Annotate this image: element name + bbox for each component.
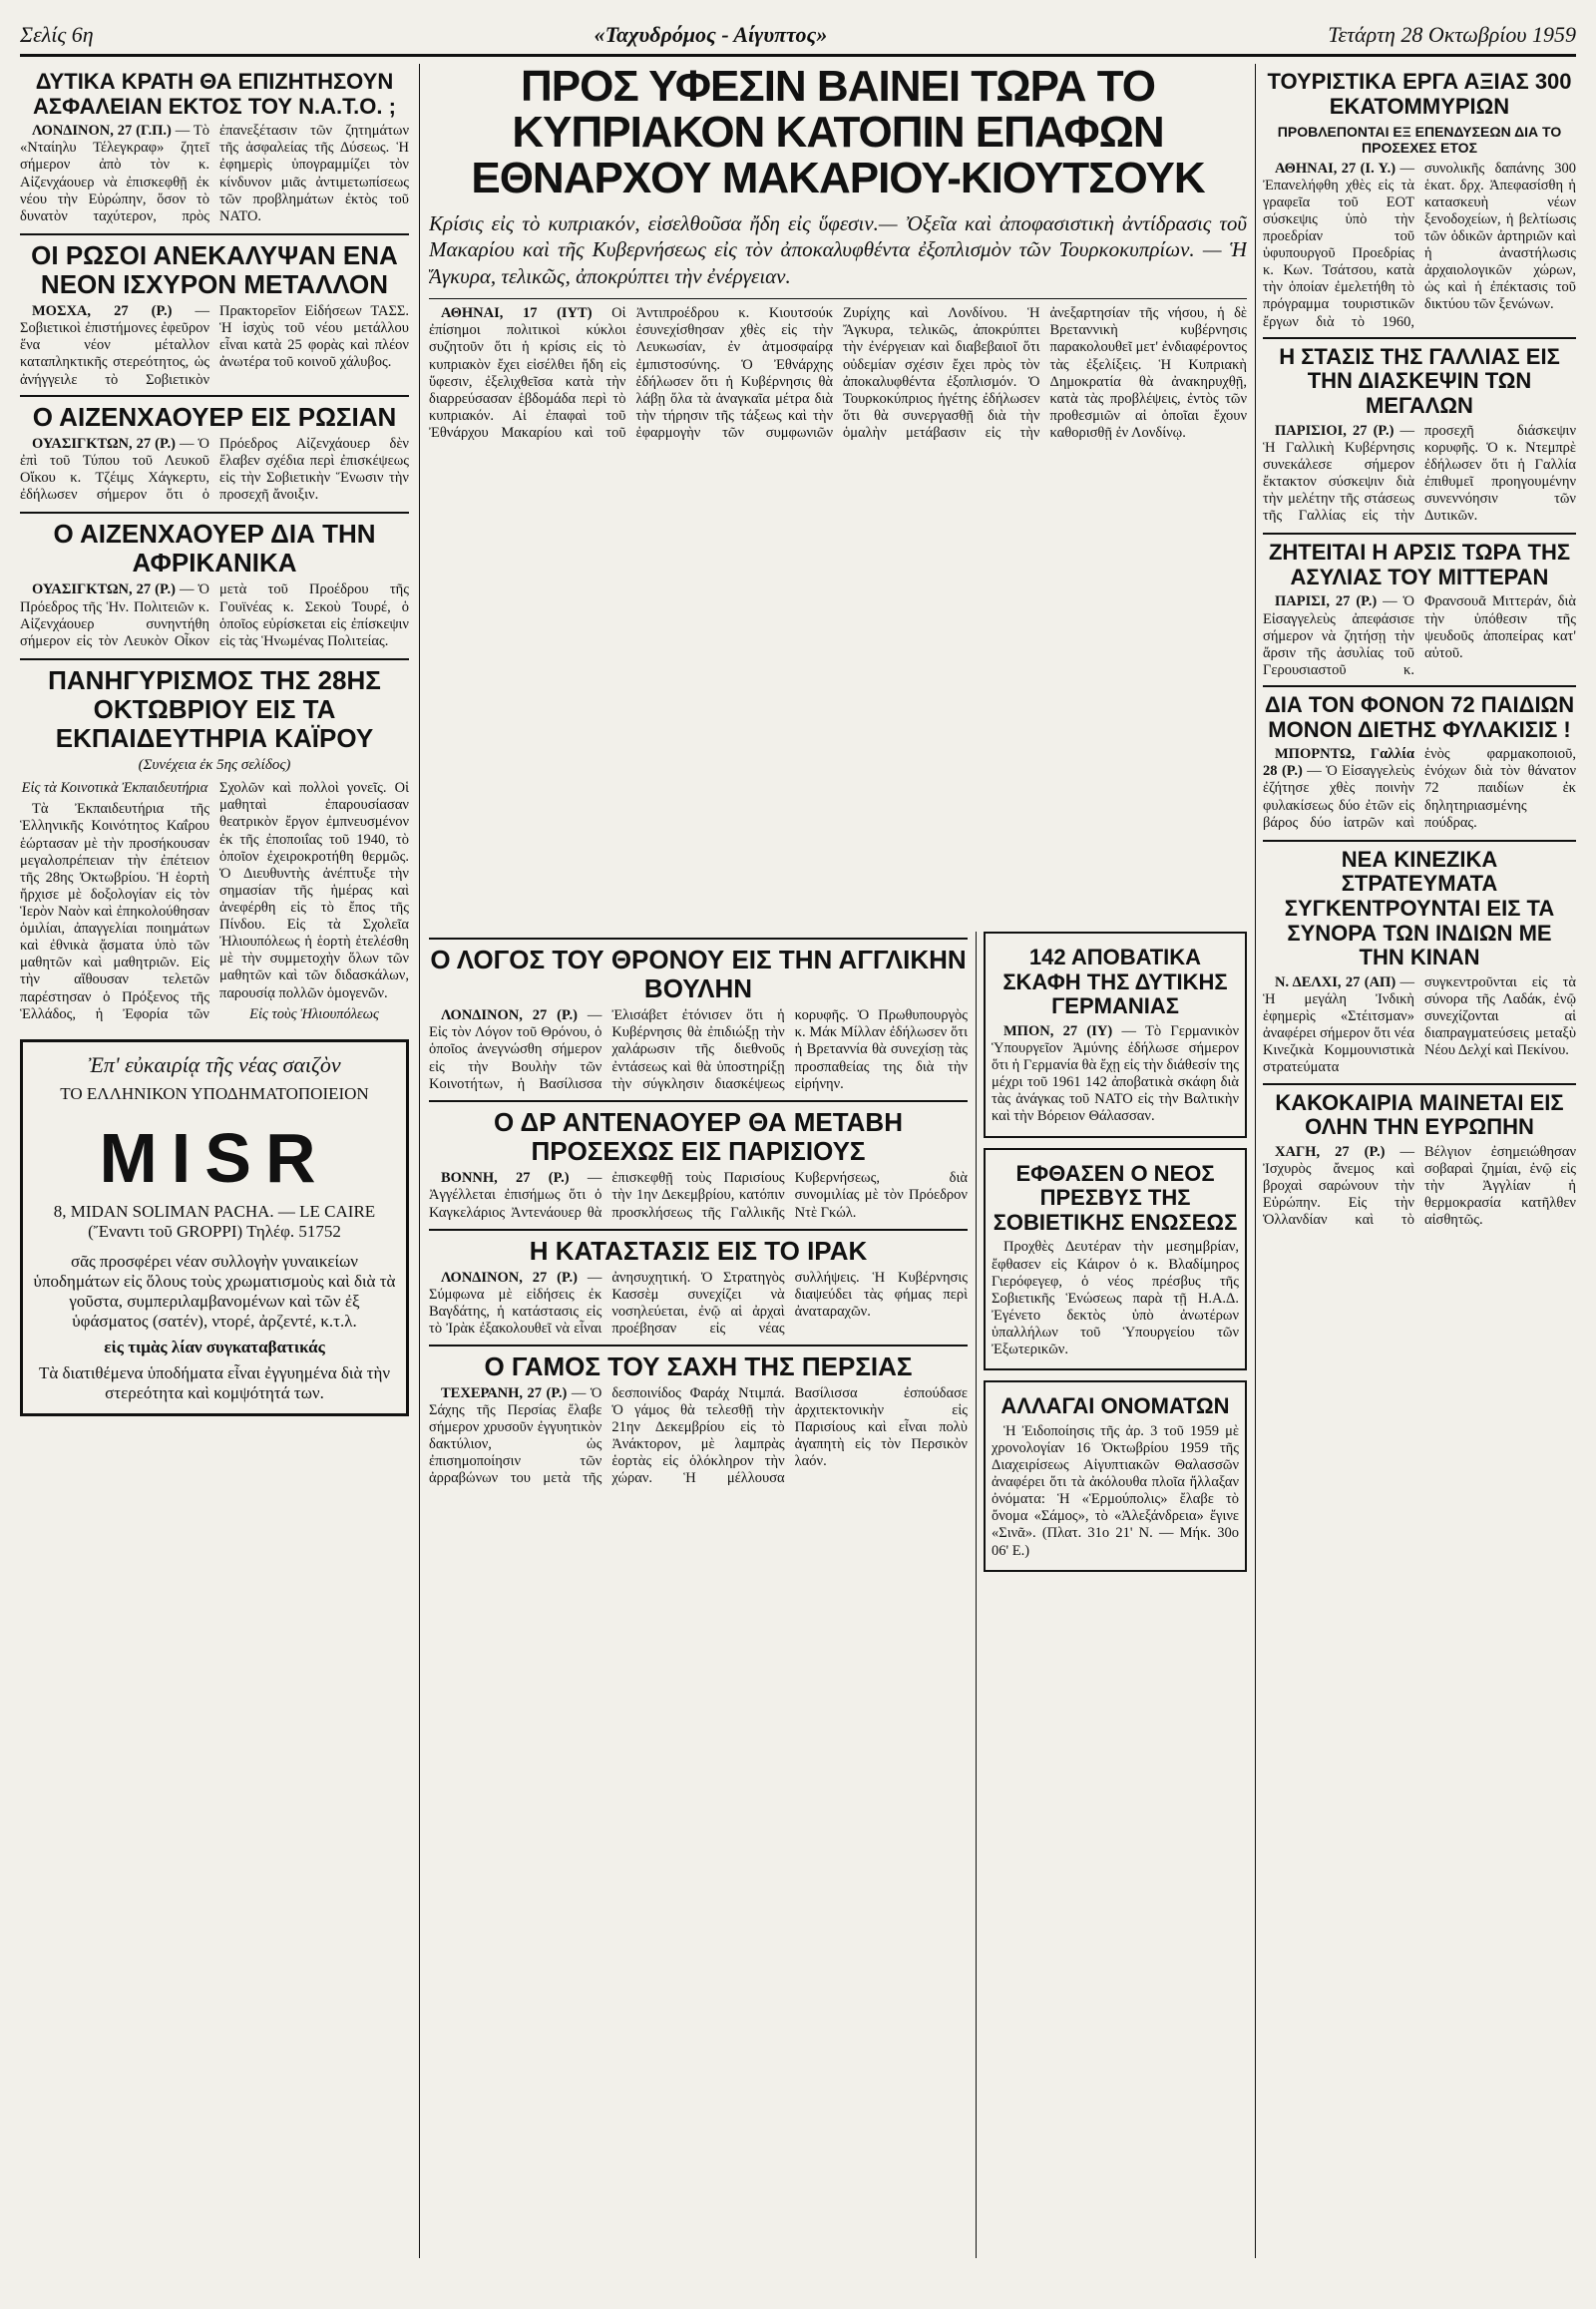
issue-date: Τετάρτη 28 Οκτωβρίου 1959 xyxy=(1328,22,1576,47)
headline: Ο ΑΙΖΕΝΧΑΟΥΕΡ ΕΙΣ ΡΩΣΙΑΝ xyxy=(32,401,397,432)
headline: ΔΙΑ ΤΟΝ ΦΟΝΟΝ 72 ΠΑΙΔΙΩΝ ΜΟΝΟΝ ΔΙΕΤΗΣ ΦΥΛΑΚΙΣΙΣ ! xyxy=(1264,692,1575,742)
divider xyxy=(20,395,409,397)
article-chinese-troops xyxy=(1263,848,1576,1077)
article-text: — Τὸ «Νταίηλυ Τέλεγκραφ» ζητεῖ σήμερον ἀπὸ τὸν κ. Αἰζενχάουερ νὰ ἐπισκεφθῇ ἐκ νέου τὴν Εὐρώπην, ὅσον τὸ δυνατὸν ταχύτερον, πρὸς ἐπανεξέτασιν τῶν ζητημάτων τῆς ἀσφαλείας τῆς Δύσεως. Ἡ ἐφημερὶς ὑπογραμμίζει τὸν κίνδυνον μιᾶς ἀντιμετωπίσεως τῶν προβλημάτων ἐκτὸς τοῦ ΝΑΤΟ. xyxy=(20,123,409,224)
subhead: Εἰς τὰ Κοινοτικὰ Ἐκπαιδευτήρια xyxy=(21,780,208,797)
article-text: — Ἡ μεγάλη Ἰνδικὴ ἐφημερὶς «Στέιτσμαν» ἀναφέρει σήμερον ὅτι νέα Κινεζικὰ Κομμουνιστικὰ στρατεύματα συγκεντροῦνται εἰς τὰ σύνορα τῆς Λαδάκ, ἐνῷ συνεχίζονται αἱ διαπραγματεύσεις μεταξὺ Νέου Δελχί καὶ Πεκίνου. xyxy=(1263,973,1576,1076)
dateline: ΠΑΡΙΣΙΟΙ, 27 (Ρ.) xyxy=(1275,422,1395,439)
dateline: ΛΟΝΔΙΝΟΝ, 27 (Ρ.) xyxy=(441,1270,578,1287)
dateline: ΑΘΗΝΑΙ, 27 (Ι. Υ.) xyxy=(1275,160,1396,177)
headline: Η ΚΑΤΑΣΤΑΣΙΣ ΕΙΣ ΤΟ ΙΡΑΚ xyxy=(529,1236,868,1266)
article-text: — Ἰσχυρὸς ἄνεμος καὶ βροχαὶ σαρώνουν τὴν Εὐρώπην. Εἰς τὴν Ὁλλανδίαν καὶ τὸ Βέλγιον ἐσημειώθησαν σοβαραὶ ζημίαι, ἐνῷ εἰς τὴν Ἀγγλίαν ἡ θερμοκρασία κατῆλθεν αἰσθητῶς. xyxy=(1263,1143,1576,1229)
ad-tagline: Ἐπ' εὐκαιρίᾳ τῆς νέας σαιζὸν xyxy=(88,1051,341,1077)
divider xyxy=(1263,840,1576,842)
headline: ΠΑΝΗΓΥΡΙΣΜΟΣ ΤΗΣ 28ΗΣ ΟΚΤΩΒΡΙΟΥ ΕΙΣ ΤΑ ΕΚΠΑΙΔΕΥΤΗΡΙΑ ΚΑΪΡΟΥ xyxy=(48,664,381,754)
headline: Ο ΓΑΜΟΣ ΤΟΥ ΣΑΧΗ ΤΗΣ ΠΕΡΣΙΑΣ xyxy=(484,1350,913,1381)
article-text: Ἡ Ἐιδοποίησις τῆς ἀρ. 3 τοῦ 1959 μὲ χρονολογίαν 16 Ὀκτωβρίου 1959 τῆς Διαχειρίσεως Αἰγυπτιακῶν Θαλασσῶν ἀναφέρει ὅτι τὰ ἀκόλουθα πλοῖα ἤλλαξαν ὀνόματα: Ἡ «Ἑρμούπολις» ἔλαβε τὸ ὄνομα «Σάμος», τὸ «Ἀλεξάνδρεια» ἔγινε «Σινᾶ». (Πλατ. 31ο 21' Ν. — Μήκ. 30ο 06' Ε.) xyxy=(992,1422,1239,1559)
article-text: — Ὁ Εἰσαγγελεὺς ἐζήτησε χθὲς ποινὴν φυλακίσεως δύο ἐτῶν εἰς βάρος δύο ἰατρῶν καὶ ἑνὸς φαρμακοποιοῦ, ἐνόχων διὰ τὸν θάνατον 72 παιδίων ἐκ δηλητηριασμένης πούδρας. xyxy=(1263,746,1576,831)
headline: ΝΕΑ ΚΙΝΕΖΙΚΑ ΣΤΡΑΤΕΥΜΑΤΑ ΣΥΓΚΕΝΤΡΟΥΝΤΑΙ ΕΙΣ ΤΑ ΣΥΝΟΡΑ ΤΩΝ ΙΝΔΙΩΝ ΜΕ ΤΗΝ ΚΙΝΑΝ xyxy=(1284,846,1555,970)
divider xyxy=(1263,533,1576,535)
column-divider xyxy=(976,932,977,2258)
article-text: — Ὁ Πρόεδρος τῆς Ἡν. Πολιτειῶν κ. Αἰζενχάουερ συνηντήθη σήμερον εἰς τὸν Λευκὸν Οἶκον μετὰ τοῦ Προέδρου τῆς Γουϊνέας κ. Σεκοὺ Τουρέ, ὁ ὁποῖος εὑρίσκεται εἰς ἐπίσκεψιν εἰς τὰς Ἡνωμένας Πολιτείας. xyxy=(20,581,409,649)
dateline: Ν. ΔΕΛΧΙ, 27 (ΑΠ) xyxy=(1275,973,1396,990)
dateline: ΠΑΡΙΣΙ, 27 (Ρ.) xyxy=(1275,593,1378,610)
divider xyxy=(20,512,409,514)
headline: ΤΟΥΡΙΣΤΙΚΑ ΕΡΓΑ ΑΞΙΑΣ 300 ΕΚΑΤΟΜΜΥΡΙΩΝ xyxy=(1267,69,1572,119)
article-text: — Ὁ Εἰσαγγελεὺς ἀπεφάσισε σήμερον νὰ ζητήσῃ τὴν ἄρσιν τῆς ἀσυλίας τοῦ Γερουσιαστοῦ κ. Φρανσουᾶ Μιττεράν, διὰ τὴν ὑπόθεσιν τῆς ψευδοῦς ἀποπείρας κατ' αὐτοῦ. xyxy=(1263,593,1576,678)
article-body xyxy=(20,303,409,389)
article-western-states xyxy=(20,70,409,227)
article-text: — Σύμφωνα μὲ εἰδήσεις ἐκ Βαγδάτης, ἡ κατάστασις εἰς τὸ Ἰρὰκ ἐξακολουθεῖ νὰ εἶναι ἀνησυχητική. Ὁ Στρατηγὸς Κασσὲμ συνεχίζει νὰ νοσηλεύεται, ἐνῷ αἱ ἀρχαὶ προέβησαν εἰς νέας συλλήψεις. Ἡ Κυβέρνησις διαψεύδει τὰς φήμας περὶ ἀναταραχῶν. xyxy=(429,1270,968,1338)
headline: Ο ΛΟΓΟΣ ΤΟΥ ΘΡΟΝΟΥ ΕΙΣ ΤΗΝ ΑΓΓΛΙΚΗΝ ΒΟΥΛΗΝ xyxy=(430,945,967,1004)
article-text: Οἱ ἐπίσημοι πολιτικοὶ κύκλοι συζητοῦν ὅτι ἡ κρίσις εἰς τὸ κυπριακὸν ἔχει εἰσέλθει ἤδη εἰς ὕφεσιν, ἐξελιχθεῖσα κατὰ τὴν διαρρεύσασαν ἑβδομάδα περὶ τὸ κυπριακόν. Αἱ ἐπαφαὶ τοῦ Ἐθνάρχου Μακαρίου καὶ τοῦ Ἀντιπροέδρου κ. Κιουτσούκ ἐσυνεχίσθησαν χθὲς εἰς τὴν Λευκωσίαν, ἐν ἀτμοσφαίρᾳ ἐμπιστοσύνης. Ὁ Ἐθνάρχης ἐδήλωσεν ὅτι ἡ Κυβέρνησις θὰ λάβῃ ὅλα τὰ ἀναγκαῖα μέτρα διὰ τὴν τήρησιν τῆς τάξεως καὶ τὴν ἐφαρμογὴν τῶν συμφωνιῶν Ζυρίχης καὶ Λονδίνου. Ἡ Ἄγκυρα, τελικῶς, ἀποκρύπτει τὴν ἐνέργειαν καὶ διαβεβαιοῖ ὅτι οὐδεμίαν σχέσιν ἔχει πρὸς τὸν ἀποκαλυφθέντα ἐξοπλισμόν. Ὁ Τουρκοκύπριος ἡγέτης ἐδήλωσεν ὅτι θὰ συνεργασθῇ διὰ τὴν ὁμαλὴν μετάβασιν εἰς τὴν ἀνεξαρτησίαν τῆς νήσου, ἡ δὲ Βρεταννικὴ κυβέρνησις παρακολουθεῖ μετ' ἐνδιαφέροντος τὰς ἐξελίξεις. Ἡ Κυπριακὴ Δημοκρατία θὰ ἀνακηρυχθῇ, κατὰ τὰς προβλέψεις, ἐντὸς τῶν προθεσμιῶν αἱ ὁποῖαι ἔχουν καθορισθῇ ἐν Λονδίνῳ. xyxy=(429,305,1247,441)
article-throne-speech xyxy=(429,946,968,1094)
article-body xyxy=(992,1423,1239,1560)
dateline: ΜΠΟΡΝΤΩ, Γαλλία 28 (Ρ.) xyxy=(1263,746,1414,780)
headline: Η ΣΤΑΣΙΣ ΤΗΣ ΓΑΛΛΙΑΣ ΕΙΣ ΤΗΝ ΔΙΑΣΚΕΨΙΝ ΤΩΝ ΜΕΓΑΛΩΝ xyxy=(1279,343,1560,418)
article-text: — Ἀγγέλλεται ἐπισήμως ὅτι ὁ Καγκελάριος Ἀντενάουερ θὰ ἐπισκεφθῇ τοὺς Παρισίους τὴν 1ην Δεκεμβρίου, κατόπιν προσκλήσεως τῆς Γαλλικῆς Κυβερνήσεως, διὰ συνομιλίας μὲ τὸν Πρόεδρον Ντὲ Γκώλ. xyxy=(429,1170,968,1221)
ad-phone: (Ἔναντι τοῦ GROPPI) Τηλέφ. 51752 xyxy=(88,1221,341,1241)
article-text: — Εἰς τὸν Λόγον τοῦ Θρόνου, ὁ ὁποῖος ἀνεγνώσθη σήμερον εἰς τὴν Βουλὴν τῶν Κοινοτήτων, ἡ Βασίλισσα Ἐλισάβετ ἐτόνισεν ὅτι ἡ Κυβέρνησις θὰ ἐπιδιώξῃ τὴν χαλάρωσιν τῆς διεθνοῦς ἐντάσεως καὶ θὰ ὑποστηρίξῃ τὴν σύγκλησιν διασκέψεως κορυφῆς. Ὁ Πρωθυπουργὸς κ. Μάκ Μίλλαν ἐδήλωσεν ὅτι ἡ Βρεταννία θὰ συνεχίσῃ τὰς προσπαθείας της διὰ τὴν εἰρήνην. xyxy=(429,1007,968,1092)
article-body xyxy=(20,123,409,227)
dateline: ΒΟΝΝΗ, 27 (Ρ.) xyxy=(441,1170,570,1187)
article-body xyxy=(20,581,409,651)
headline: 142 ΑΠΟΒΑΤΙΚΑ ΣΚΑΦΗ ΤΗΣ ΔΥΤΙΚΗΣ ΓΕΡΜΑΝΙΑΣ xyxy=(1002,945,1228,1019)
article-text: — Ὁ ἐπὶ τοῦ Τύπου τοῦ Λευκοῦ Οἴκου κ. Τζέιμς Χάγκερτυ, ἐδήλωσεν σήμερον ὅτι ὁ Πρόεδρος Αἰζενχάουερ δὲν ἔλαβεν σχέδια περὶ ἐπισκέψεως εἰς τὴν Σοβιετικὴν Ἕνωσιν τὴν προσεχῆ ἄνοιξιν. xyxy=(20,435,409,504)
article-tourism xyxy=(1263,70,1576,331)
article-text: — Ἐπανελήφθη χθὲς εἰς τὰ γραφεῖα τοῦ ΕΟΤ σύσκεψις ὑπὸ τὴν προεδρίαν τοῦ ὑφυπουργοῦ Προεδρίας κ. Κων. Τσάτσου, κατὰ τὴν ὁποίαν ἐμελετήθη τὸ πρόγραμμα τουριστικῶν ἔργων διὰ τὸ 1960, συνολικῆς δαπάνης 300 ἑκατ. δρχ. Ἀπεφασίσθη ἡ κατασκευὴ νέων ξενοδοχείων, ἡ βελτίωσις τῶν ὁδικῶν ἀρτηριῶν καὶ ἡ ἀναστήλωσις ἀρχαιολογικῶν χώρων, ὡς καὶ ἡ ἐπέκτασις τοῦ δικτύου τῶν ξενώνων. xyxy=(1263,160,1576,330)
article-text: — Τὸ Γερμανικὸν Ὑπουργεῖον Ἀμύνης ἐδήλωσε σήμερον ὅτι ἡ Γερμανία θὰ ἔχῃ εἰς τὴν διάθεσίν της μέχρι τοῦ 1961 142 ἀποβατικὰ σκάφη διὰ τὰς ἀνάγκας τοῦ ΝΑΤΟ εἰς τὴν Βαλτικὴν καὶ τὴν Βόρειον Θάλασσαν. xyxy=(992,1022,1239,1125)
article-text: — Ὁ Σάχης τῆς Περσίας ἔλαβε σήμερον χρυσοῦν ἐγγυητικὸν δακτύλιον, ὡς ἐπισημοποίησιν τῶν ἀρραβώνων του μετὰ τῆς δεσποινίδος Φαράχ Ντιμπά. Ὁ γάμος θὰ τελεσθῇ τὴν 21ην Δεκεμβρίου εἰς τὸ Ἀνάκτορον, μὲ λαμπρὰς ἑορτὰς εἰς ὁλόκληρον τὴν χώραν. Ἡ μέλλουσα Βασίλισσα ἐσπούδασε ἀρχιτεκτονικὴν εἰς Παρισίους καὶ εἶναι πολὺ ἀγαπητὴ εἰς τὸν Περσικὸν λαόν. xyxy=(429,1384,968,1487)
headline: Ο ΑΙΖΕΝΧΑΟΥΕΡ ΔΙΑ ΤΗΝ ΑΦΡΙΚΑΝΙΚΑ xyxy=(53,519,376,578)
article-eisenhower-africa xyxy=(20,520,409,652)
article-text: Τὰ Ἐκπαιδευτήρια τῆς Ἑλληνικῆς Κοινότητος Καΐρου ἑώρτασαν μὲ τὴν προσήκουσαν μεγαλοπρέπειαν τὴν ἐπέτειον τῆς 28ης Ὀκτωβρίου. Ἡ ἑορτὴ ἤρχισε μὲ δοξολογίαν εἰς τὸν Ἱερὸν Ναὸν καὶ ἐπηκολούθησαν ὁμιλίαι, ἀπαγγελίαι ποιημάτων καὶ ἐθνικὰ ᾄσματα ὑπὸ τῶν μαθητῶν καὶ μαθητριῶν. Εἰς τὴν αἴθουσαν τελετῶν παρέστησαν ὁ Πρόξενος τῆς Ἑλλάδος, ἡ Ἐφορία τῶν Σχολῶν καὶ πολλοὶ γονεῖς. Οἱ μαθηταὶ ἐπαρουσίασαν θεατρικὸν ἔργον ἐμπνευσμένον ἐκ τῆς ἐποποιΐας τοῦ 1940, τὸ ὁποῖον ἐχειροκροτήθη θερμῶς. Ὁ Διευθυντὴς ἀνέπτυξε τὴν σημασίαν τῆς ἡμέρας καὶ ἀνεφέρθη εἰς τὸ ἔπος τῆς Πίνδου. Εἰς τὰ Σχολεῖα Ἠλιουπόλεως ἡ ἑορτὴ ἐτελέσθη μὲ τὴν συμμετοχὴν ὅλων τῶν μαθητῶν καὶ τῶν διδασκάλων, παρουσίᾳ πολλῶν ὁμογενῶν. xyxy=(20,780,409,1022)
article-body xyxy=(429,1170,968,1223)
article-france-summit xyxy=(1263,345,1576,528)
article-iraq xyxy=(429,1237,968,1339)
dateline: ΟΥΑΣΙΓΚΤΩΝ, 27 (Ρ.) xyxy=(32,435,176,452)
divider xyxy=(20,658,409,660)
article-body xyxy=(20,436,409,506)
ad-footer: Τὰ διατιθέμενα ὑποδήματα εἶναι ἐγγυημένα διὰ τὴν στερεότητα καὶ κομψότητά των. xyxy=(38,1362,391,1402)
article-soviet-ambassador xyxy=(984,1148,1247,1371)
right-column xyxy=(1263,64,1576,2268)
center-column xyxy=(429,932,968,2268)
headline: ΚΑΚΟΚΑΙΡΙΑ ΜΑΙΝΕΤΑΙ ΕΙΣ ΟΛΗΝ ΤΗΝ ΕΥΡΩΠΗΝ xyxy=(1275,1089,1564,1140)
article-russian-metal xyxy=(20,241,409,389)
article-body xyxy=(1263,423,1576,528)
divider xyxy=(1263,685,1576,687)
article-body xyxy=(1263,593,1576,679)
dateline: ΜΟΣΧΑ, 27 (Ρ.) xyxy=(32,303,173,320)
page-number: Σελίς 6η xyxy=(20,22,94,47)
divider xyxy=(429,1100,968,1102)
article-body xyxy=(992,1023,1239,1126)
subheadline: ΠΡΟΒΛΕΠΟΝΤΑΙ ΕΞ ΕΠΕΝΔΥΣΕΩΝ ΔΙΑ ΤΟ ΠΡΟΣΕΧΕΣ ΕΤΟΣ xyxy=(1277,124,1562,156)
article-body xyxy=(1263,161,1576,331)
article-72-children xyxy=(1263,693,1576,834)
article-body xyxy=(1263,974,1576,1077)
ad-text: σᾶς προσφέρει νέαν συλλογὴν γυναικείων ὑποδημάτων εἰς ὅλους τοὺς χρωματισμοὺς καὶ διὰ τὰ γοῦστα, συμπεριλαμβανομένων καὶ τῶν ἐξ ὑφάσματος (σατέν), ντορέ, ἀρζεντέ, κ.τ.λ. xyxy=(33,1251,396,1331)
main-story xyxy=(429,64,1247,922)
divider xyxy=(1263,337,1576,339)
main-body xyxy=(429,305,1247,443)
article-shah-wedding xyxy=(429,1352,968,1488)
article-text: Προχθὲς Δευτέραν τὴν μεσημβρίαν, ἔφθασεν εἰς Κάιρον ὁ κ. Βλαδίμηρος Γιερόφεγεφ, ὁ νέος πρέσβυς τῆς Σοβιετικῆς Ἑνώσεως παρὰ τῇ Η.Α.Δ. Ἐγένετο δεκτὸς ὑπὸ ἀνωτέρων ὑπαλλήλων τοῦ Ὑπουργείου τῶν Ἐξωτερικῶν. xyxy=(992,1239,1239,1358)
continued-note: (Συνέχεια ἐκ 5ης σελίδος) xyxy=(138,757,291,774)
ad-prices: εἰς τιμὰς λίαν συγκαταβατικάς xyxy=(104,1337,325,1356)
article-text: — Σοβιετικοὶ ἐπιστήμονες ἐφεῦρον ἕνα νέον μέταλλον καταπληκτικῆς στερεότητος, ὡς ἀνήγγειλε τὸ Σοβιετικὸν Πρακτορεῖον Εἰδήσεων ΤΑΣΣ. Ἡ ἰσχὺς τοῦ νέου μετάλλου εἶναι κατὰ 25 φορὰς καὶ πλέον ἀνωτέρα τοῦ κοινοῦ χάλυβος. xyxy=(20,303,409,388)
running-header xyxy=(20,20,1576,57)
headline: ΖΗΤΕΙΤΑΙ Η ΑΡΣΙΣ ΤΩΡΑ ΤΗΣ ΑΣΥΛΙΑΣ ΤΟΥ ΜΙΤΤΕΡΑΝ xyxy=(1268,540,1571,589)
dateline: ΤΕΧΕΡΑΝΗ, 27 (Ρ.) xyxy=(441,1384,568,1401)
article-october-28 xyxy=(20,666,409,1025)
subhead: Εἰς τοὺς Ἠλιουπόλεως xyxy=(249,1005,379,1022)
article-body xyxy=(429,1007,968,1094)
main-headline: ΠΡΟΣ ΥΦΕΣΙΝ ΒΑΙΝΕΙ ΤΩΡΑ ΤΟ ΚΥΠΡΙΑΚΟΝ ΚΑΤΟΠΙΝ ΕΠΑΦΩΝ ΕΘΝΑΡΧΟΥ ΜΑΚΑΡΙΟΥ-ΚΙΟΥΤΣΟΥΚ xyxy=(471,64,1205,203)
divider xyxy=(429,1345,968,1347)
dateline: ΟΥΑΣΙΓΚΤΩΝ, 27 (Ρ.) xyxy=(32,581,176,598)
article-body xyxy=(20,780,409,1025)
dateline: ΛΟΝΔΙΝΟΝ, 27 (Ρ.) xyxy=(441,1007,578,1024)
article-text: — Ἡ Γαλλικὴ Κυβέρνησις συνεκάλεσε σήμερον ἔκτακτον σύσκεψιν διὰ τὴν μελέτην τῆς στάσεως τῆς Γαλλίας εἰς τὴν προσεχῆ διάσκεψιν κορυφῆς. Ὁ κ. Ντεμπρὲ ἐδήλωσεν ὅτι ἡ Γαλλία ἐπιθυμεῖ προηγουμένην συνεννόησιν τῶν Δυτικῶν. xyxy=(1263,422,1576,525)
divider xyxy=(1263,1083,1576,1085)
article-eisenhower-russia xyxy=(20,403,409,507)
dateline: ΜΠΟΝ, 27 (ΙΥ) xyxy=(1003,1022,1113,1039)
divider xyxy=(20,233,409,235)
headline: Ο ΔΡ ΑΝΤΕΝΑΟΥΕΡ ΘΑ ΜΕΤΑΒΗ ΠΡΟΣΕΧΩΣ ΕΙΣ ΠΑΡΙΣΙΟΥΣ xyxy=(494,1107,903,1167)
dateline: ΧΑΓΗ, 27 (Ρ.) xyxy=(1275,1143,1386,1160)
dateline: ΛΟΝΔΙΝΟΝ, 27 (Γ.Π.) xyxy=(32,123,172,140)
misr-shoe-advertisement xyxy=(20,1039,409,1416)
left-column xyxy=(20,64,409,2268)
article-name-changes xyxy=(984,1380,1247,1572)
column-divider xyxy=(1255,64,1256,2258)
article-body xyxy=(429,1270,968,1338)
article-body xyxy=(992,1239,1239,1358)
headline: ΕΦΘΑΣΕΝ Ο ΝΕΟΣ ΠΡΕΣΒΥΣ ΤΗΣ ΣΟΒΙΕΤΙΚΗΣ ΕΝΩΣΕΩΣ xyxy=(993,1160,1238,1235)
article-body xyxy=(1263,1144,1576,1232)
headline: ΑΛΛΑΓΑΙ ΟΝΟΜΑΤΩΝ xyxy=(1000,1393,1230,1419)
divider xyxy=(429,1229,968,1231)
article-body xyxy=(429,1385,968,1488)
newspaper-page xyxy=(20,20,1576,2269)
ad-subtitle: ΤΟ ΕΛΛΗΝΙΚΟΝ ΥΠΟΔΗΜΑΤΟΠΟΙΕΙΟΝ xyxy=(60,1083,369,1103)
column-divider xyxy=(419,64,420,2258)
divider xyxy=(429,938,968,940)
divider xyxy=(429,298,1247,299)
newspaper-name: «Ταχυδρόμος - Αίγυπτος» xyxy=(594,22,828,47)
article-bad-weather xyxy=(1263,1091,1576,1232)
ad-brand: MISR xyxy=(99,1118,330,1197)
article-body xyxy=(1263,746,1576,834)
dateline: ΑΘΗΝΑΙ, 17 (ΙΥΤ) xyxy=(441,305,593,322)
mid-right-column xyxy=(984,932,1247,2268)
headline: ΔΥΤΙΚΑ ΚΡΑΤΗ ΘΑ ΕΠΙΖΗΤΗΣΟΥΝ ΑΣΦΑΛΕΙΑΝ ΕΚΤΟΣ ΤΟΥ Ν.Α.Τ.Ο. ; xyxy=(33,69,396,119)
article-adenauer xyxy=(429,1108,968,1223)
headline: ΟΙ ΡΩΣΟΙ ΑΝΕΚΑΛΥΨΑΝ ΕΝΑ ΝΕΟΝ ΙΣΧΥΡΟΝ ΜΕΤΑΛΛΟΝ xyxy=(31,239,398,300)
main-lede: Κρίσις εἰς τὸ κυπριακόν, εἰσελθοῦσα ἤδη εἰς ὕφεσιν.— Ὀξεῖα καὶ ἀποφασιστικὴ ἀντίδρασις τοῦ Μακαρίου καὶ τῆς Κυβερνήσεως εἰς τὸν ἀποκαλυφθέντα ἐξοπλισμὸν τῶν Τουρκοκυπρίων. — Ἡ Ἄγκυρα, τελικῶς, ἀποκρύπτει τὴν ἐνέργειαν. xyxy=(429,210,1247,289)
article-mitterrand xyxy=(1263,541,1576,679)
article-landing-craft xyxy=(984,932,1247,1138)
ad-address: 8, MIDAN SOLIMAN PACHA. — LE CAIRE xyxy=(53,1201,376,1221)
